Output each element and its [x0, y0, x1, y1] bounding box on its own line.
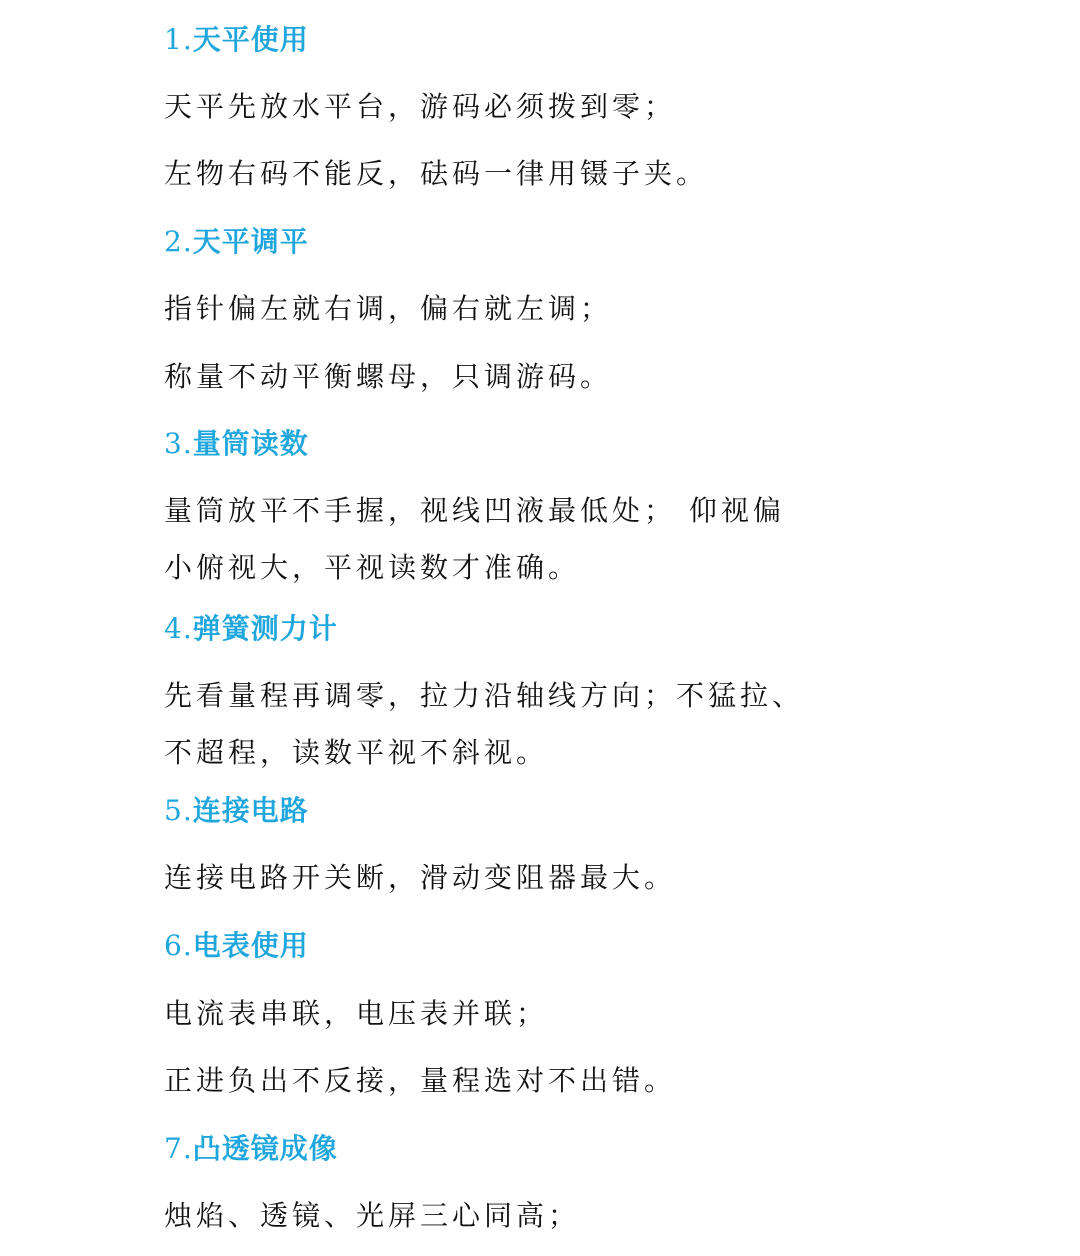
- section-number: 4.: [164, 612, 193, 645]
- section-heading-7: [164, 1132, 338, 1165]
- section-number: 3.: [164, 427, 193, 460]
- section-heading-1: [164, 23, 309, 56]
- section-number: 5.: [164, 794, 193, 827]
- section-5-line-1: 连接电路开关断，滑动变阻器最大。: [164, 861, 677, 894]
- section-4-line-1: 先看量程再调零，拉力沿轴线方向；不猛拉、: [164, 679, 805, 712]
- section-heading-6: [164, 929, 309, 962]
- section-heading-4: [164, 612, 338, 645]
- section-title: 天平调平: [192, 225, 309, 258]
- section-title: 弹簧测力计: [192, 612, 338, 645]
- section-3-line-1: 量筒放平不手握，视线凹液最低处； 仰视偏: [164, 494, 785, 527]
- section-heading-2: [164, 225, 309, 258]
- section-2-line-2: 称量不动平衡螺母，只调游码。: [164, 360, 613, 393]
- section-title: 连接电路: [192, 794, 309, 827]
- section-number: 7.: [164, 1132, 193, 1165]
- section-1-line-2: 左物右码不能反，砝码一律用镊子夹。: [164, 157, 709, 190]
- section-number: 6.: [164, 929, 193, 962]
- section-title: 凸透镜成像: [192, 1132, 338, 1165]
- section-title: 量筒读数: [192, 427, 309, 460]
- section-number: 1.: [164, 23, 193, 56]
- section-2-line-1: 指针偏左就右调，偏右就左调；: [164, 292, 613, 325]
- section-title: 电表使用: [192, 929, 309, 962]
- section-4-line-2: 不超程，读数平视不斜视。: [164, 736, 549, 769]
- section-7-line-1: 烛焰、透镜、光屏三心同高；: [164, 1199, 581, 1232]
- section-6-line-1: 电流表串联，电压表并联；: [164, 997, 549, 1030]
- section-title: 天平使用: [192, 23, 309, 56]
- section-1-line-1: 天平先放水平台，游码必须拨到零；: [164, 90, 677, 123]
- section-3-line-2: 小俯视大，平视读数才准确。: [164, 551, 581, 584]
- section-heading-3: [164, 427, 309, 460]
- section-heading-5: [164, 794, 309, 827]
- section-number: 2.: [164, 225, 193, 258]
- section-6-line-2: 正进负出不反接，量程选对不出错。: [164, 1064, 677, 1097]
